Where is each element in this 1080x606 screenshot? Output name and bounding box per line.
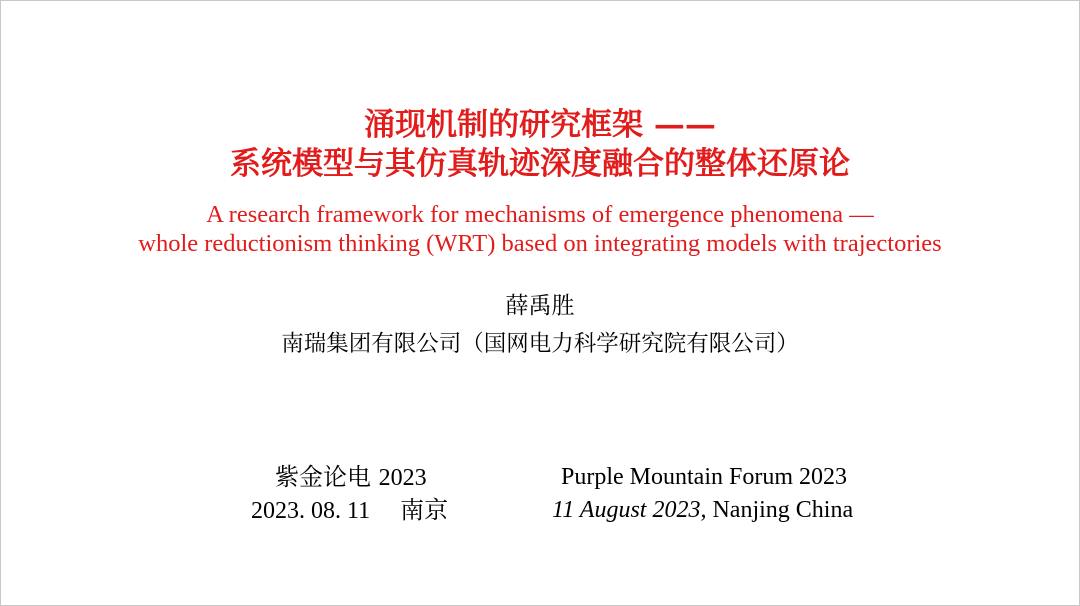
- event-name-english: Purple Mountain Forum 2023: [561, 464, 847, 490]
- event-name-chinese: [275, 462, 427, 493]
- event-date-cn-text: 2023. 08. 11: [251, 498, 371, 524]
- event-year-cn: 2023: [378, 465, 427, 491]
- event-date-english: [552, 495, 853, 525]
- event-date-en-text: 11 August 2023,: [552, 497, 707, 523]
- author-name: 薛禹胜: [505, 293, 575, 319]
- event-place-en: Nanjing China: [706, 497, 854, 523]
- title-english-line-2: whole reductionism thinking (WRT) based on integrating models with trajectories: [138, 230, 942, 257]
- title-english-line-1: A research framework for mechanisms of emergence phenomena —: [206, 201, 874, 228]
- title-chinese-line-2: 系统模型与其仿真轨迹深度融合的整体还原论: [230, 146, 850, 182]
- event-name-cn-text: 紫金论电: [275, 463, 371, 491]
- title-chinese-line-1: 涌现机制的研究框架 ——: [364, 107, 716, 143]
- event-date-chinese: [251, 495, 448, 526]
- author-affiliation: 南瑞集团有限公司（国网电力科学研究院有限公司）: [281, 331, 799, 357]
- event-place-cn: 南京: [400, 496, 449, 524]
